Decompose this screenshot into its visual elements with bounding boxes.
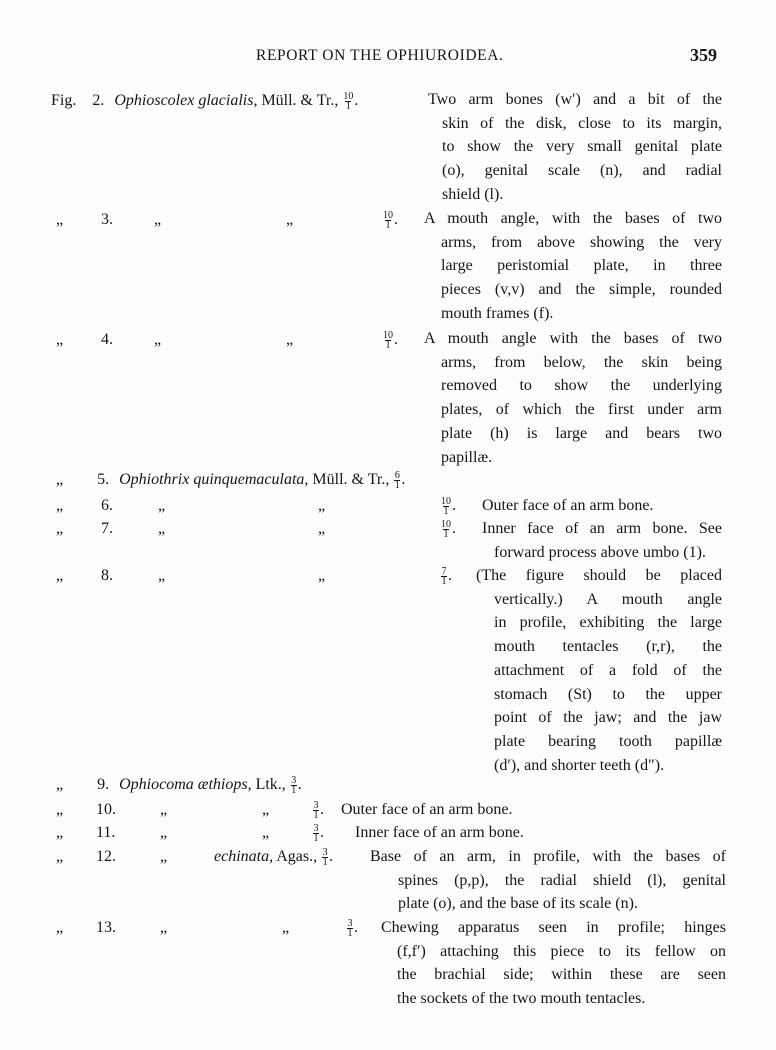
ditto-mark: „ bbox=[286, 331, 294, 348]
figure-description-3: A mouth angle, with the bases of two arms, from above showing the very large peristomial plate, in three pieces (v,v) and the simple, rounded mouth frames (f). bbox=[424, 210, 722, 322]
species-author: Müll. & Tr., bbox=[261, 92, 339, 109]
ditto-mark: „ bbox=[56, 801, 64, 818]
magnification: $\frac{10}{1}$ . bbox=[441, 518, 456, 540]
ditto-mark: „ bbox=[154, 331, 162, 348]
magnification: $\frac{3}{1}$ . bbox=[347, 917, 358, 939]
figure-description-12: Base of an arm, in profile, with the bases of spines (p,p), the radial shield (l), genital plate (o), and the base of its scale (n). bbox=[370, 848, 726, 913]
figure-number: 3. bbox=[101, 211, 113, 228]
species-name: Ophioscolex glacialis bbox=[114, 92, 254, 109]
figure-number: 7. bbox=[101, 520, 113, 537]
figure-number: 9. bbox=[97, 776, 110, 793]
ditto-mark: „ bbox=[56, 520, 64, 537]
ditto-mark: „ bbox=[158, 497, 166, 514]
species-author: Müll. & Tr., bbox=[312, 471, 390, 488]
species-name: Ophiothrix quinquemaculata bbox=[119, 471, 305, 488]
magnification: $\frac{10}{1}$ . bbox=[383, 329, 398, 351]
figure-description-7: Inner face of an arm bone. See forward process above umbo (1). bbox=[482, 520, 722, 561]
ditto-mark: „ bbox=[318, 497, 326, 514]
figure-number: 8. bbox=[101, 567, 113, 584]
ditto-mark: „ bbox=[282, 919, 290, 936]
ditto-mark: „ bbox=[158, 567, 166, 584]
figure-number: 5. bbox=[97, 471, 110, 488]
ditto-mark: „ bbox=[158, 520, 166, 537]
species-name: echinata bbox=[214, 848, 270, 865]
species-name-group: echinata, Agas., $\frac{3}{1}$ . bbox=[214, 846, 334, 868]
page-number: 359 bbox=[690, 45, 717, 65]
figure-number: 4. bbox=[101, 331, 113, 348]
species-author: Agas., bbox=[276, 848, 318, 865]
ditto-mark: „ bbox=[154, 211, 162, 228]
figure-entry-5: „ 5. Ophiothrix quinquemaculata, Müll. & Tr., $\frac{6}{1}$ . bbox=[56, 469, 406, 491]
figure-description-13: Chewing apparatus seen in profile; hinges (f,f′) attaching this piece to its fellow on the brachial side; within these are seen the sockets of the two mouth tentacles. bbox=[381, 919, 726, 1008]
ditto-mark: „ bbox=[160, 801, 168, 818]
figure-number: 13. bbox=[96, 919, 116, 936]
figure-description-6: Outer face of an arm bone. bbox=[482, 497, 654, 514]
figure-number: 6. bbox=[101, 497, 113, 514]
magnification: $\frac{6}{1}$ bbox=[394, 469, 400, 491]
ditto-mark: „ bbox=[262, 801, 270, 818]
figure-description-8: (The figure should be placed vertically.) A mouth angle in profile, exhibiting the large mouth tentacles (r,r), the attachment of a fold of the stomach (St) to the upper point of the jaw; and the jaw plate bearing tooth papillæ (d′), and shorter teeth (d″). bbox=[476, 567, 722, 774]
magnification: $\frac{7}{1}$ . bbox=[441, 565, 452, 587]
ditto-mark: „ bbox=[56, 848, 64, 865]
magnification: $\frac{3}{1}$ . bbox=[313, 799, 324, 821]
figure-description-10: Outer face of an arm bone. bbox=[341, 801, 513, 818]
ditto-mark: „ bbox=[160, 848, 168, 865]
species-name: Ophiocoma æthiops bbox=[119, 776, 248, 793]
ditto-mark: „ bbox=[262, 824, 270, 841]
figure-description-11: Inner face of an arm bone. bbox=[355, 824, 524, 841]
ditto-mark: „ bbox=[56, 567, 64, 584]
ditto-mark: „ bbox=[160, 919, 168, 936]
ditto-mark: „ bbox=[56, 471, 64, 488]
figure-number: 2. bbox=[92, 92, 105, 109]
figure-number: 12. bbox=[96, 848, 116, 865]
figure-entry-2: Fig. 2. Ophioscolex glacialis, Müll. & Tr., $\frac{10}{1}$ . bbox=[51, 90, 359, 112]
species-author: Ltk., bbox=[255, 776, 286, 793]
ditto-mark: „ bbox=[56, 331, 64, 348]
figure-description-2: Two arm bones (w′) and a bit of the skin of the disk, close to its margin, to show the very small genital plate (o), genital scale (n), and radial shield (l). bbox=[428, 91, 722, 203]
magnification: $\frac{10}{1}$ . bbox=[441, 495, 456, 517]
ditto-mark: „ bbox=[56, 211, 64, 228]
magnification: $\frac{3}{1}$ bbox=[291, 774, 297, 796]
ditto-mark: „ bbox=[286, 211, 294, 228]
fig-label: Fig. bbox=[51, 92, 77, 109]
running-header-title: REPORT ON THE OPHIUROIDEA. bbox=[256, 47, 504, 64]
ditto-mark: „ bbox=[318, 520, 326, 537]
magnification: $\frac{10}{1}$ bbox=[343, 90, 354, 112]
magnification: $\frac{10}{1}$ . bbox=[383, 209, 398, 231]
ditto-mark: „ bbox=[56, 824, 64, 841]
figure-description-4: A mouth angle with the bases of two arms, from below, the skin being removed to show the underlying plates, of which the first under arm plate (h) is large and bears two papillæ. bbox=[424, 330, 722, 466]
ditto-mark: „ bbox=[56, 497, 64, 514]
ditto-mark: „ bbox=[160, 824, 168, 841]
figure-number: 11. bbox=[96, 824, 116, 841]
ditto-mark: „ bbox=[318, 567, 326, 584]
magnification: $\frac{3}{1}$ bbox=[322, 846, 328, 868]
figure-entry-9: „ 9. Ophiocoma æthiops, Ltk., $\frac{3}{1}$ . bbox=[56, 774, 302, 796]
ditto-mark: „ bbox=[56, 776, 64, 793]
magnification: $\frac{3}{1}$ . bbox=[313, 822, 324, 844]
figure-number: 10. bbox=[96, 801, 116, 818]
ditto-mark: „ bbox=[56, 919, 64, 936]
